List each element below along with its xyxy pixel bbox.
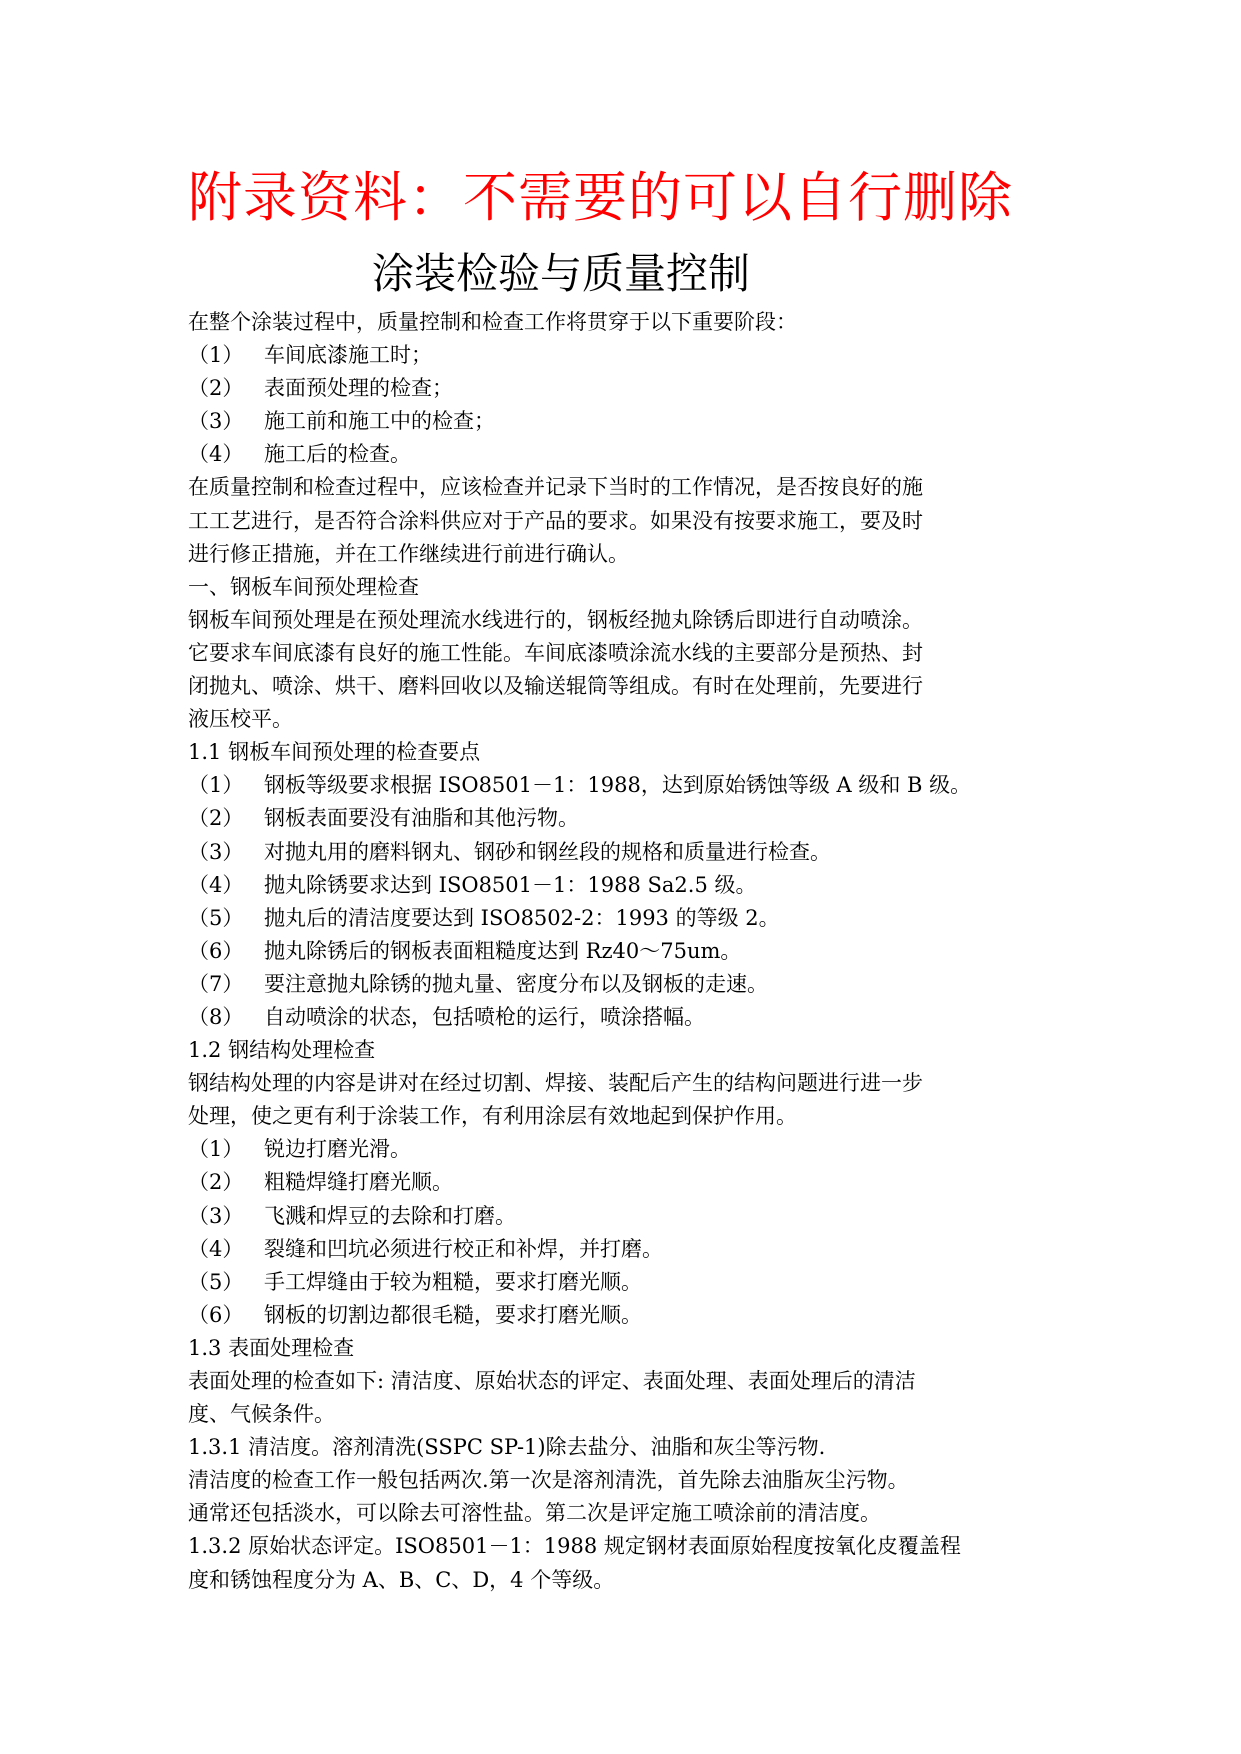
document-page [188, 160, 1068, 1597]
list-item-number: （1） [188, 343, 244, 368]
list-item-text: 手工焊缝由于较为粗糙，要求打磨光顺。 [264, 1269, 642, 1294]
list-item-text: 自动喷涂的状态，包括喷枪的运行，喷涂搭幅。 [264, 1004, 705, 1029]
text-line: 钢板车间预处理是在预处理流水线进行的，钢板经抛丸除锈后即进行自动喷涂。 [188, 607, 923, 632]
list-item-number: （1） [188, 773, 244, 798]
text-line: 进行修正措施，并在工作继续进行前进行确认。 [188, 541, 629, 566]
document-title: 涂装检验与质量控制 [372, 249, 751, 298]
list-item-number: （2） [188, 1170, 244, 1195]
text-line: 处理，使之更有利于涂装工作，有利用涂层有效地起到保护作用。 [188, 1104, 797, 1129]
text-line: 1.1 钢板车间预处理的检查要点 [188, 740, 481, 765]
text-line: 一、钢板车间预处理检查 [188, 574, 419, 599]
text-line: 液压校平。 [188, 707, 293, 732]
list-item-number: （4） [188, 442, 244, 467]
list-item [188, 339, 1068, 372]
text-line: 度、气候条件。 [188, 1402, 335, 1427]
text-line: 工工艺进行，是否符合涂料供应对于产品的要求。如果没有按要求施工，要及时 [188, 508, 923, 533]
list-item [188, 1001, 1068, 1034]
text-line: 清洁度的检查工作一般包括两次.第一次是溶剂清洗，首先除去油脂灰尘污物。 [188, 1468, 909, 1493]
text-line: 1.3.1 清洁度。溶剂清洗(SSPC SP-1)除去盐分、油脂和灰尘等污物. [188, 1435, 826, 1460]
list-item-text: 钢板表面要没有油脂和其他污物。 [264, 806, 579, 831]
list-item [188, 902, 1068, 935]
list-item-text: 表面预处理的检查； [264, 376, 453, 401]
list-item-number: （7） [188, 971, 244, 996]
list-item-text: 车间底漆施工时； [264, 343, 432, 368]
list-item [188, 1266, 1068, 1299]
list-item [188, 372, 1068, 405]
document-body [188, 306, 1068, 1597]
list-item-text: 施工后的检查。 [264, 442, 411, 467]
list-item-text: 抛丸除锈要求达到 ISO8501－1：1988 Sa2.5 级。 [264, 872, 757, 897]
list-item-number: （3） [188, 839, 244, 864]
text-line: 它要求车间底漆有良好的施工性能。车间底漆喷涂流水线的主要部分是预热、封 [188, 640, 923, 665]
text-line: 在整个涂装过程中，质量控制和检查工作将贯穿于以下重要阶段： [188, 310, 797, 334]
text-line: 在质量控制和检查过程中，应该检查并记录下当时的工作情况，是否按良好的施 [188, 475, 923, 500]
list-item-number: （1） [188, 1137, 244, 1162]
text-line: 1.2 钢结构处理检查 [188, 1038, 376, 1063]
list-item [188, 869, 1068, 902]
list-item-text: 飞溅和焊豆的去除和打磨。 [264, 1203, 516, 1228]
list-item-number: （6） [188, 938, 244, 963]
list-item [188, 1166, 1068, 1199]
list-item-text: 抛丸除锈后的钢板表面粗糙度达到 Rz40～75um。 [264, 938, 742, 963]
list-item-text: 锐边打磨光滑。 [264, 1137, 411, 1162]
list-item-number: （8） [188, 1004, 244, 1029]
list-item [188, 438, 1068, 471]
list-item-text: 钢板等级要求根据 ISO8501－1：1988，达到原始锈蚀等级 A 级和 B 级。 [264, 773, 972, 798]
list-item [188, 802, 1068, 835]
list-item-text: 要注意抛丸除锈的抛丸量、密度分布以及钢板的走速。 [264, 971, 768, 996]
list-item-text: 裂缝和凹坑必须进行校正和补焊，并打磨。 [264, 1236, 663, 1261]
list-item-number: （2） [188, 806, 244, 831]
text-line: 钢结构处理的内容是讲对在经过切割、焊接、装配后产生的结构问题进行进一步 [188, 1071, 923, 1096]
list-item [188, 935, 1068, 968]
list-item [188, 836, 1068, 869]
list-item [188, 1200, 1068, 1233]
text-line: 度和锈蚀程度分为 A、B、C、D，4 个等级。 [188, 1567, 615, 1592]
list-item-number: （5） [188, 905, 244, 930]
list-item [188, 1299, 1068, 1332]
list-item-text: 粗糙焊缝打磨光顺。 [264, 1170, 453, 1195]
text-line: 1.3 表面处理检查 [188, 1335, 355, 1360]
list-item-number: （3） [188, 1203, 244, 1228]
text-line: 通常还包括淡水，可以除去可溶性盐。第二次是评定施工喷涂前的清洁度。 [188, 1501, 881, 1526]
list-item-text: 对抛丸用的磨料钢丸、钢砂和钢丝段的规格和质量进行检查。 [264, 839, 831, 864]
list-item-number: （2） [188, 376, 244, 401]
text-line: 闭抛丸、喷涂、烘干、磨料回收以及输送辊筒等组成。有时在处理前，先要进行 [188, 674, 923, 699]
list-item-text: 施工前和施工中的检查； [264, 409, 495, 434]
list-item-text: 钢板的切割边都很毛糙，要求打磨光顺。 [264, 1302, 642, 1327]
list-item-number: （6） [188, 1302, 244, 1327]
list-item [188, 968, 1068, 1001]
list-item-number: （3） [188, 409, 244, 434]
list-item [188, 769, 1068, 802]
text-line: 1.3.2 原始状态评定。ISO8501－1：1988 规定钢材表面原始程度按氧化皮覆盖程 [188, 1534, 961, 1559]
list-item-number: （4） [188, 1236, 244, 1261]
list-item [188, 405, 1068, 438]
list-item-text: 抛丸后的清洁度要达到 ISO8502-2：1993 的等级 2。 [264, 905, 780, 930]
list-item [188, 1233, 1068, 1266]
list-item-number: （5） [188, 1269, 244, 1294]
list-item-number: （4） [188, 872, 244, 897]
text-line: 表面处理的检查如下: 清洁度、原始状态的评定、表面处理、表面处理后的清洁 [188, 1369, 916, 1393]
appendix-banner: 附录资料：不需要的可以自行删除 [188, 166, 1013, 229]
list-item [188, 1133, 1068, 1166]
